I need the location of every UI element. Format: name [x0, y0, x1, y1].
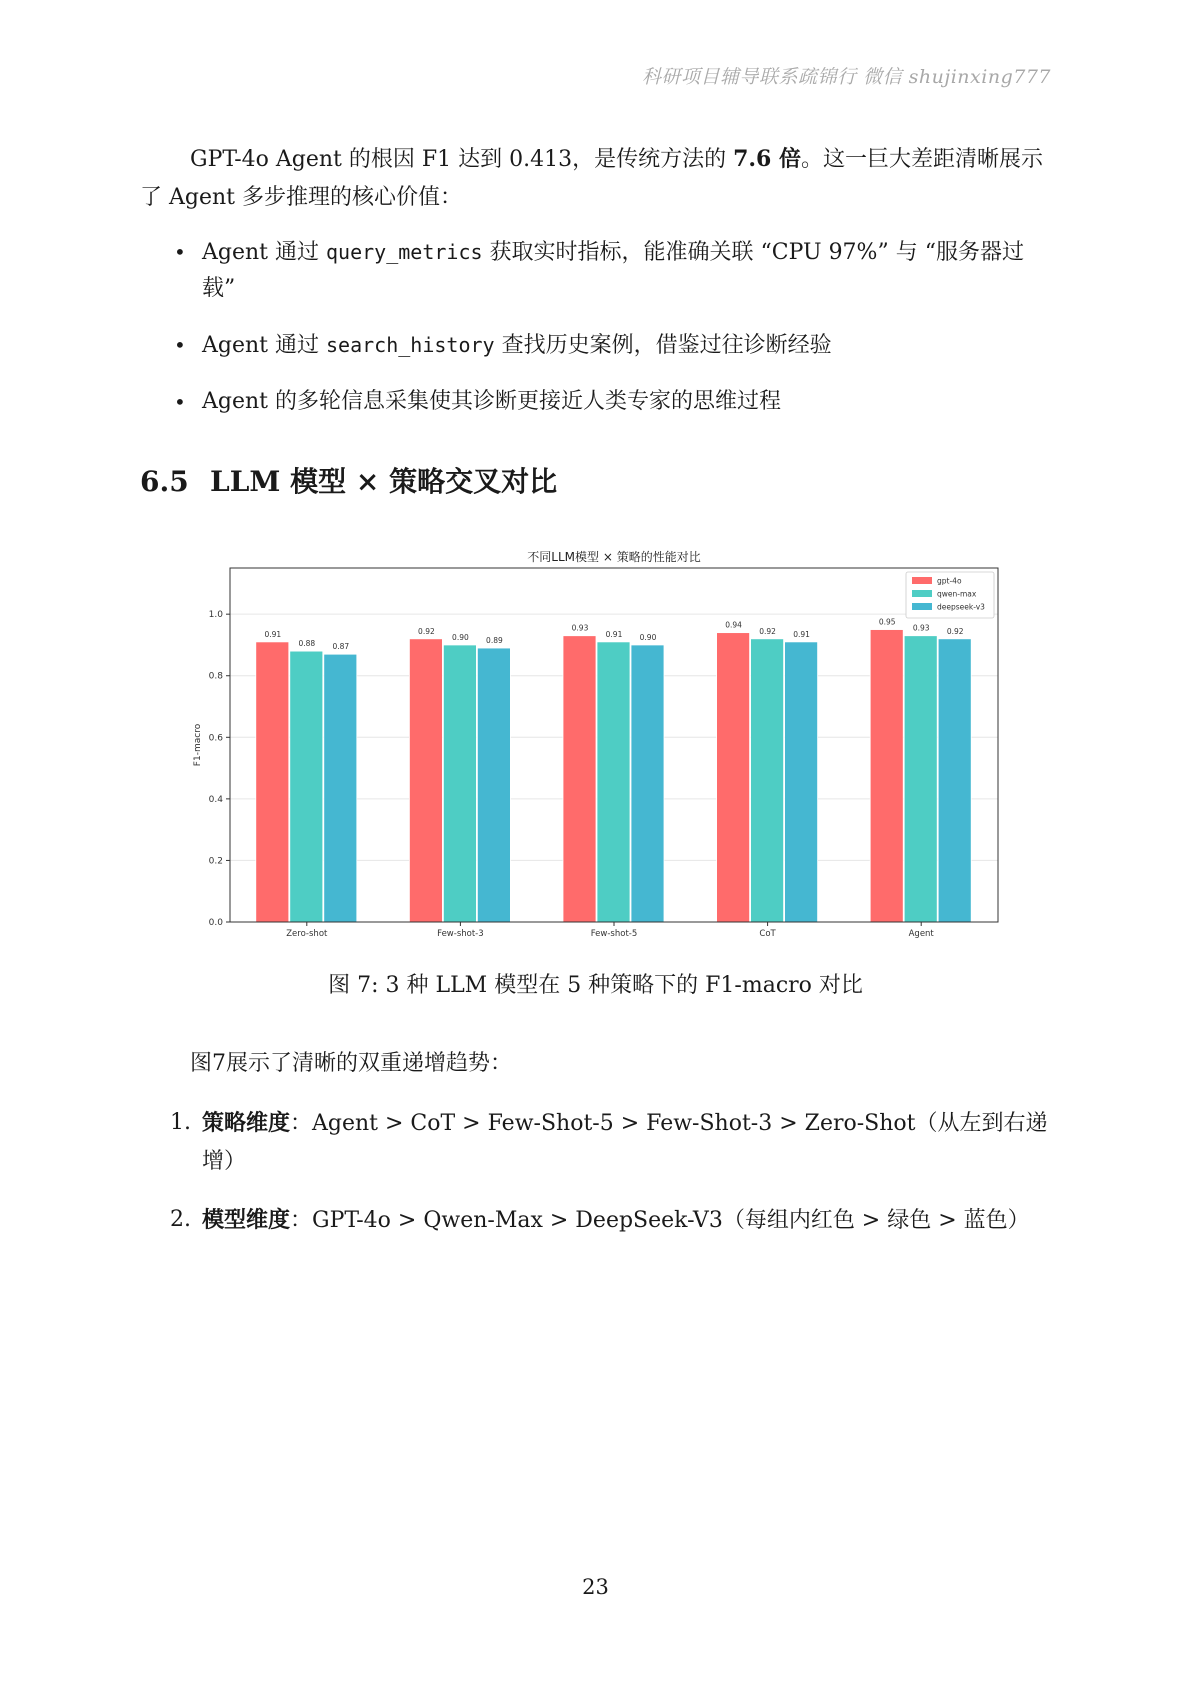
intro-text-2: 。这一巨大差距清晰展示了 Agent 多步推理的核心价值：	[140, 147, 1044, 210]
numbered-list	[140, 1104, 1050, 1260]
bar	[477, 648, 510, 922]
data-label: 0.91	[793, 629, 810, 639]
data-label: 0.94	[725, 620, 742, 630]
bar	[409, 639, 442, 922]
bar-chart	[190, 548, 1020, 944]
section-title: LLM 模型 × 策略交叉对比	[210, 465, 558, 498]
item-text: ：Agent > CoT > Few-Shot-5 > Few-Shot-3 > Zero-Shot（从左到右递增）	[202, 1111, 1048, 1174]
intro-bold: 7.6 倍	[733, 146, 802, 172]
data-label: 0.93	[571, 623, 589, 633]
item-bold-label: 策略维度	[202, 1110, 291, 1136]
bar	[870, 630, 903, 922]
item-bold-label: 模型维度	[202, 1207, 291, 1233]
trend-paragraph: 图7展示了清晰的双重递增趋势：	[190, 1051, 512, 1076]
bar	[904, 636, 937, 922]
figure-chart	[190, 548, 1020, 944]
data-label: 0.91	[264, 629, 282, 639]
bar	[751, 639, 784, 922]
x-tick-label: Agent	[908, 929, 934, 939]
y-tick-label: 0.0	[208, 918, 223, 928]
header-watermark-note: 科研项目辅导联系疏锦行 微信 shujinxing777	[642, 66, 1051, 88]
bar	[717, 633, 750, 922]
data-label: 0.93	[912, 623, 930, 633]
bullet-code: search_history	[326, 333, 495, 357]
x-tick-label: Zero-shot	[286, 929, 328, 939]
legend-swatch	[912, 577, 932, 584]
data-label: 0.92	[418, 626, 435, 636]
bullet-item	[140, 327, 1050, 364]
bullet-item	[140, 384, 1050, 420]
data-label: 0.91	[605, 629, 623, 639]
data-label: 0.95	[878, 617, 896, 627]
section-heading	[140, 460, 557, 500]
y-tick-label: 0.4	[208, 794, 223, 805]
legend-label: gpt-4o	[937, 576, 962, 586]
y-tick-label: 0.2	[208, 856, 223, 867]
legend-swatch	[912, 590, 932, 597]
y-tick-label: 0.6	[208, 733, 223, 744]
bullet-dot: •	[174, 390, 186, 414]
bullet-list	[140, 234, 1050, 440]
bar	[563, 636, 596, 922]
bullet-text: 获取实时指标，能准确关联 “CPU 97%” 与 “服务器过载”	[202, 240, 1024, 301]
item-number: 2.	[170, 1207, 191, 1232]
legend-swatch	[912, 603, 932, 610]
bullet-dot: •	[174, 333, 186, 357]
legend-label: qwen-max	[937, 589, 977, 599]
bar	[443, 645, 476, 922]
bar	[597, 642, 630, 922]
bar	[256, 642, 289, 922]
numbered-item	[140, 1201, 1050, 1240]
y-tick-label: 1.0	[208, 610, 223, 621]
data-label: 0.90	[452, 632, 469, 642]
intro-text-1: GPT-4o Agent 的根因 F1 达到 0.413，是传统方法的	[190, 147, 734, 172]
bar	[785, 642, 818, 922]
x-tick-label: CoT	[759, 929, 776, 939]
bullet-dot: •	[174, 240, 186, 264]
bar	[290, 651, 323, 922]
x-tick-label: Few-shot-3	[437, 929, 484, 939]
bar	[938, 639, 971, 922]
data-label: 0.92	[759, 626, 776, 636]
intro-paragraph	[140, 140, 1050, 217]
numbered-item	[140, 1104, 1050, 1181]
bullet-item	[140, 234, 1050, 307]
data-label: 0.87	[332, 642, 350, 652]
data-label: 0.92	[946, 626, 964, 636]
page-number: 23	[582, 1575, 609, 1599]
legend-label: deepseek-v3	[937, 602, 985, 612]
data-label: 0.90	[639, 632, 657, 642]
y-axis-label: F1-macro	[193, 723, 203, 767]
bullet-text: Agent 通过	[202, 240, 326, 265]
chart-title: 不同LLM模型 × 策略的性能对比	[527, 550, 701, 564]
y-tick-label: 0.8	[208, 671, 223, 682]
data-label: 0.88	[298, 639, 316, 649]
bullet-text: 查找历史案例，借鉴过往诊断经验	[494, 333, 832, 358]
bar	[631, 645, 664, 922]
data-label: 0.89	[486, 636, 503, 646]
bullet-text: Agent 的多轮信息采集使其诊断更接近人类专家的思维过程	[202, 389, 781, 414]
x-tick-label: Few-shot-5	[590, 929, 638, 939]
item-text: ：GPT-4o > Qwen-Max > DeepSeek-V3（每组内红色 > 绿色 > 蓝色）	[290, 1208, 1030, 1233]
section-number: 6.5	[140, 465, 189, 498]
bullet-text: Agent 通过	[202, 333, 326, 358]
item-number: 1.	[170, 1110, 191, 1135]
figure-caption: 图 7: 3 种 LLM 模型在 5 种策略下的 F1-macro 对比	[328, 973, 863, 998]
bar	[324, 654, 357, 922]
bullet-code: query_metrics	[326, 240, 483, 264]
